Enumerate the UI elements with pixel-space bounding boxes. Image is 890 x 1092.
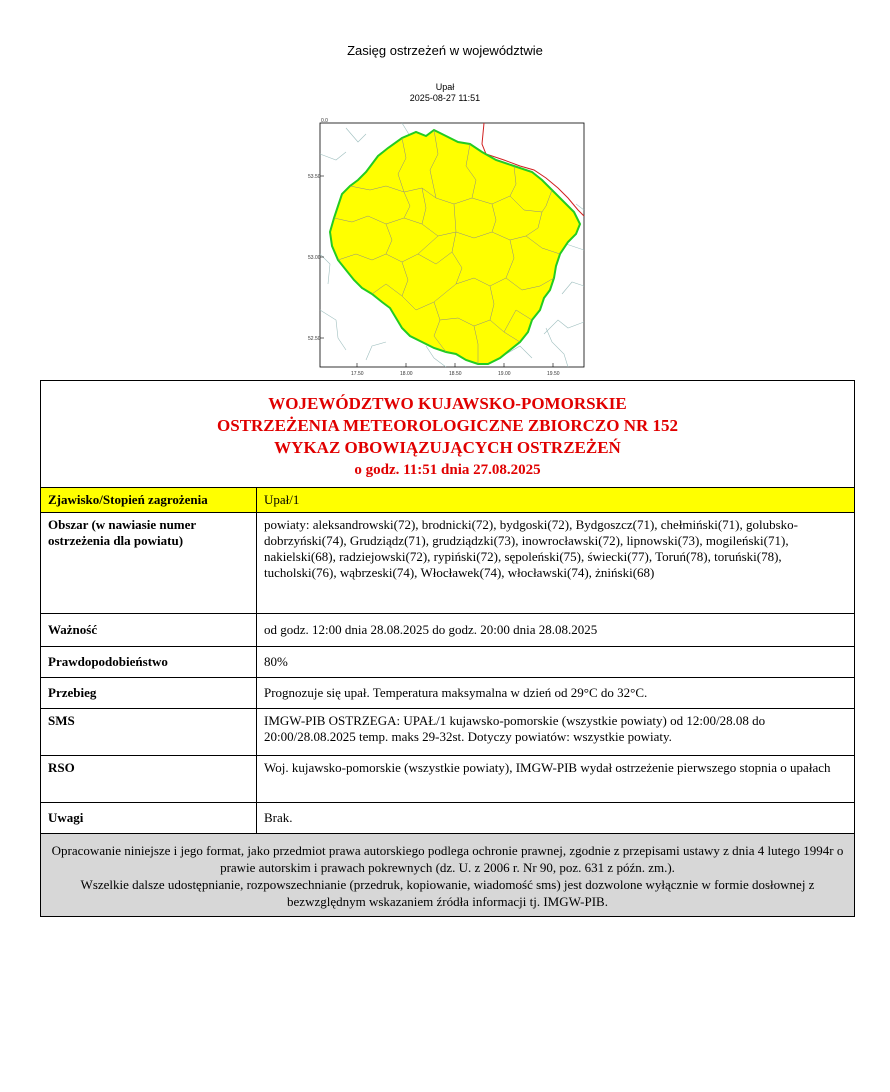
map-title [0,82,890,104]
notes-label: Uwagi [41,803,257,834]
row-rso [41,756,855,803]
row-notes [41,803,855,834]
row-course [41,678,855,709]
title-region: WOJEWÓDZTWO KUJAWSKO-POMORSKIE [268,394,627,413]
phenomenon-value: Upał/1 [257,488,855,513]
copyright-paragraph: Opracowanie niniejsze i jego format, jako przedmiot prawa autorskiego podlega ochronie prawnej, zgodnie z przepisami ustawy z dnia 4 lutego 1994r o prawie autorskim i prawach pokrewnych (dz. U. z 2006 r. Nr 90, poz. 631 z późn. zm.). [51,843,844,875]
sms-label: SMS [41,709,257,756]
map-phenomenon: Upał [435,82,455,92]
lon-label: 17.50 [351,371,364,377]
row-area [41,513,855,614]
warning-map [306,114,594,384]
warning-title [41,381,855,488]
course-label: Przebieg [41,678,257,709]
distribution-paragraph: Wszelkie dalsze udostępnianie, rozpowszechnianie (przedruk, kopiowanie, wiadomość sms) jest dozwolone wyłącznie w formie dosłownej z bezwzględnym wskazaniem źródła informacji tj. IMGW-PIB. [80,877,815,909]
row-sms [41,709,855,756]
row-phenomenon [41,488,855,513]
lon-label: 18.00 [400,371,413,377]
sms-value: IMGW-PIB OSTRZEGA: UPAŁ/1 kujawsko-pomorskie (wszystkie powiaty) od 12:00/28.08 do 20:00/28.08.2025 temp. maks 29-32st. Dotyczy powiatów: wszystkie powiaty. [257,709,855,756]
map-timestamp: 2025-08-27 11:51 [409,93,481,103]
lon-label: 19.00 [498,371,511,377]
corner-label: 0.0 [321,118,328,124]
area-value: powiaty: aleksandrowski(72), brodnicki(72), bydgoski(72), Bydgoszcz(71), chełmiński(71), golubsko-dobrzyński(74), Grudziądz(71), grudziądzki(73), inowrocławski(72), lipnowski(73), mogileński(71), nakielski(68), radziejowski(72), rypiński(72), sępoleński(75), świecki(77), Toruń(78), toruński(78), tucholski(76), wąbrzeski(74), Włocławek(74), włocławski(74), żniński(68) [257,513,855,614]
warning-table [40,380,855,917]
phenomenon-label: Zjawisko/Stopień zagrożenia [41,488,257,513]
probability-value: 80% [257,647,855,678]
course-value: Prognozuje się upał. Temperatura maksymalna w dzień od 29°C do 32°C. [257,678,855,709]
area-label: Obszar (w nawiasie numer ostrzeżenia dla powiatu) [41,513,257,614]
notes-value: Brak. [257,803,855,834]
page-title: Zasięg ostrzeżeń w województwie [347,43,543,58]
copyright-notice [41,834,855,917]
title-bulletin: OSTRZEŻENIA METEOROLOGICZNE ZBIORCZO NR 152 [217,416,678,435]
row-validity [41,614,855,647]
rso-label: RSO [41,756,257,803]
lon-label: 18.50 [449,371,462,377]
row-probability [41,647,855,678]
probability-label: Prawdopodobieństwo [41,647,257,678]
title-list: WYKAZ OBOWIĄZUJĄCYCH OSTRZEŻEŃ [274,438,621,457]
lat-label: 53.00 [308,255,321,261]
validity-value: od godz. 12:00 dnia 28.08.2025 do godz. 20:00 dnia 28.08.2025 [257,614,855,647]
lat-label: 52.50 [308,336,321,342]
rso-value: Woj. kujawsko-pomorskie (wszystkie powiaty), IMGW-PIB wydał ostrzeżenie pierwszego stopnia o upałach [257,756,855,803]
map-svg [306,114,594,384]
lat-label: 53.50 [308,174,321,180]
lon-label: 19.50 [547,371,560,377]
validity-label: Ważność [41,614,257,647]
title-time: o godz. 11:51 dnia 27.08.2025 [354,462,541,478]
